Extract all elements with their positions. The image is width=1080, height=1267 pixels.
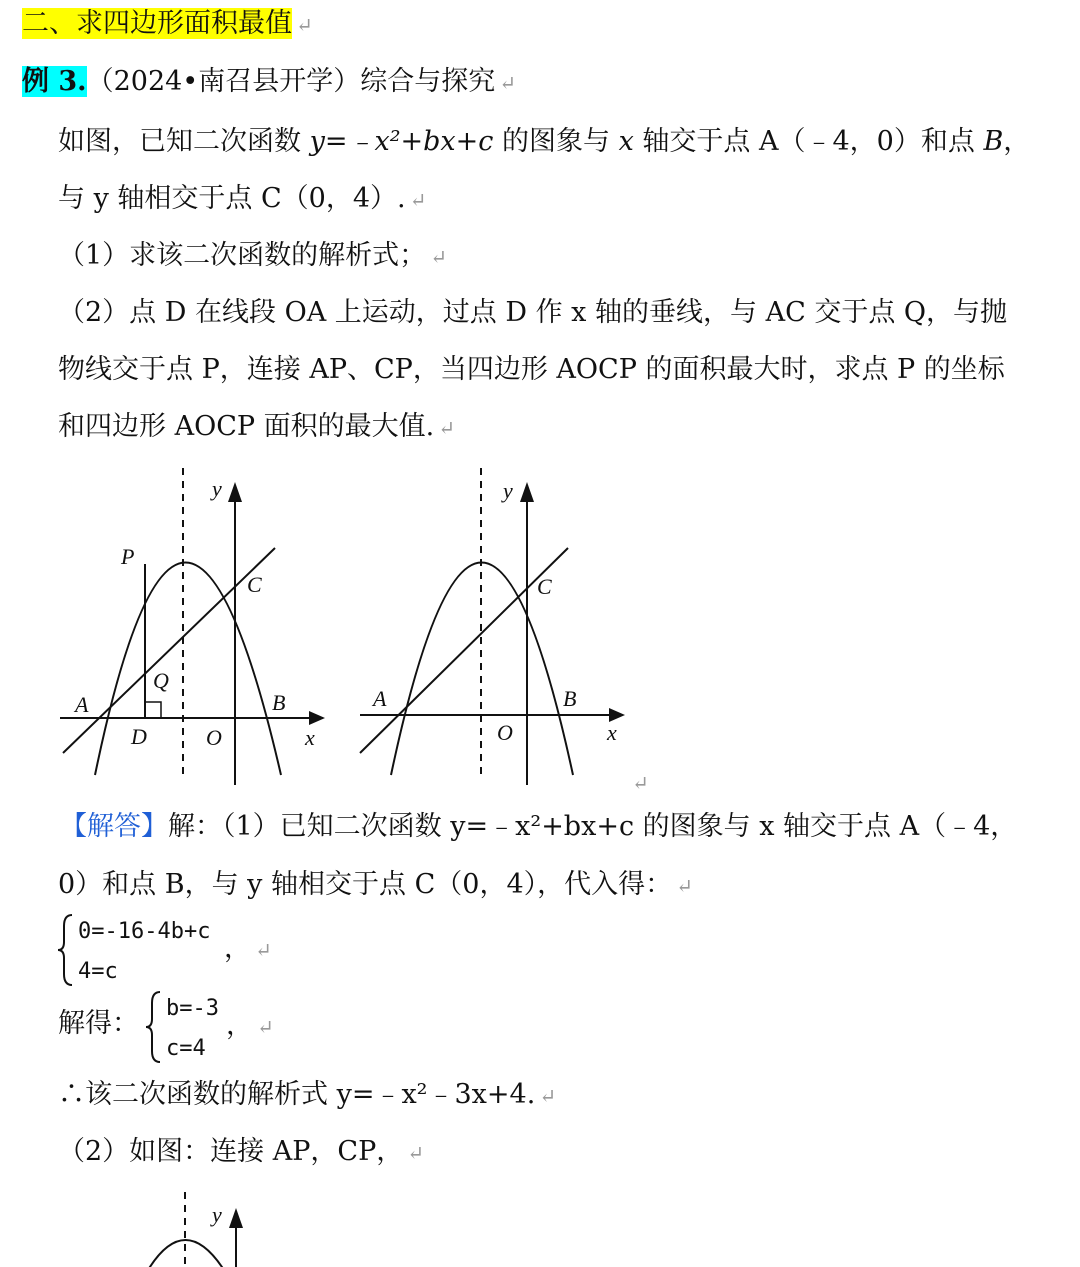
label-p: P <box>121 544 135 569</box>
label-c: C <box>537 574 552 599</box>
return-mark: ↵ <box>409 188 427 212</box>
system-1-tail <box>224 935 272 962</box>
solution-line-4 <box>58 1138 424 1165</box>
return-mark: ↵ <box>539 1084 557 1108</box>
system-2-tail <box>226 1012 274 1039</box>
text: 0）和点 B，与 y 轴相交于点 C（0，4），代入得： <box>58 869 673 900</box>
label-x: x <box>607 720 617 745</box>
label-y: y <box>212 1202 222 1227</box>
text: 物线交于点 P，连接 AP、CP，当四边形 AOCP 的面积最大时，求点 P 的坐标 <box>58 354 1005 385</box>
point-b: B <box>983 126 1004 157</box>
equation-row: b=-3 <box>166 996 219 1021</box>
return-mark: ↵ <box>255 938 272 962</box>
y-axis-arrow <box>228 482 242 502</box>
text: 和点 <box>920 126 984 157</box>
text: x <box>618 126 634 157</box>
return-mark: ↵ <box>296 13 313 37</box>
brace-2 <box>144 989 164 1065</box>
label-c: C <box>247 572 262 597</box>
problem-line-2 <box>58 185 426 212</box>
example-title <box>22 68 516 95</box>
equation-system-1 <box>78 912 210 992</box>
text: 解：（1）已知二次函数 y=﹣x²+bx+c 的图象与 x 轴交于点 A（﹣4， <box>168 811 1018 842</box>
brace-1 <box>56 912 76 988</box>
question-2-line-2 <box>58 356 1005 383</box>
text: （2）如图：连接 AP，CP， <box>58 1136 404 1167</box>
label-d: D <box>131 724 147 749</box>
y-axis-arrow <box>520 482 534 502</box>
text: ， <box>224 933 251 964</box>
label-b: B <box>563 686 577 711</box>
return-mark: ↵ <box>499 71 516 95</box>
figure-2 <box>355 460 645 790</box>
solved-label <box>58 1010 139 1037</box>
return-mark: ↵ <box>438 416 455 440</box>
text: 解得： <box>58 1008 139 1039</box>
text: ， <box>1003 126 1031 157</box>
equation-row: 0=-16-4b+c <box>78 919 211 944</box>
question-2-line-3 <box>58 413 455 440</box>
solution-line-1 <box>60 813 1017 840</box>
solution-tag: 【解答】 <box>60 811 168 842</box>
line-ac <box>63 548 275 753</box>
figure-return-mark <box>628 766 649 797</box>
label-q: Q <box>153 668 169 693</box>
return-mark: ↵ <box>676 874 693 898</box>
figure-1 <box>55 460 345 790</box>
equation-row: c=4 <box>166 1036 206 1061</box>
text: 和四边形 AOCP 面积的最大值. <box>58 411 435 442</box>
text: ， <box>226 1010 253 1041</box>
equation-system-2 <box>166 989 219 1069</box>
label-a: A <box>75 692 89 717</box>
text: 轴交于点 <box>633 126 759 157</box>
text: ∴该二次函数的解析式 y=﹣x²﹣3x+4. <box>58 1079 536 1110</box>
y-axis-arrow <box>229 1208 243 1228</box>
right-angle-mark <box>145 702 161 718</box>
label-y: y <box>212 476 222 501</box>
return-mark: ↵ <box>430 245 447 269</box>
example-label: 例 3. <box>22 66 87 97</box>
point-a: A（﹣4，0） <box>758 126 921 157</box>
solution-line-2 <box>58 871 693 898</box>
x-axis-arrow <box>309 711 325 725</box>
solution-line-3 <box>58 1081 556 1108</box>
text: 与 y 轴相交于点 C（0，4）. <box>58 183 406 214</box>
equation-row: 4=c <box>78 959 118 984</box>
question-2-line-1 <box>58 299 1007 326</box>
equation: y=﹣x²+bx+c <box>309 126 494 157</box>
text: 如图，已知二次函数 <box>58 126 310 157</box>
text: （2）点 D 在线段 OA 上运动，过点 D 作 x 轴的垂线，与 AC 交于点 Q，与抛 <box>58 297 1008 328</box>
label-x: x <box>305 725 315 750</box>
label-y: y <box>503 478 513 503</box>
label-a: A <box>373 686 387 711</box>
question-1 <box>58 242 447 269</box>
section-heading <box>22 10 313 37</box>
label-o: O <box>497 720 513 745</box>
label-b: B <box>272 690 286 715</box>
return-mark: ↵ <box>257 1015 274 1039</box>
return-mark: ↵ <box>407 1141 425 1165</box>
example-source: （2024•南召县开学）综合与探究 <box>86 66 496 97</box>
return-mark: ↵ <box>632 771 649 795</box>
figure-3 <box>140 1190 270 1267</box>
label-o: O <box>206 725 222 750</box>
problem-line-1 <box>58 128 1030 155</box>
text: （1）求该二次函数的解析式； <box>58 240 427 271</box>
section-heading-text: 二、求四边形面积最值 <box>22 8 292 39</box>
text: 的图象与 <box>493 126 619 157</box>
